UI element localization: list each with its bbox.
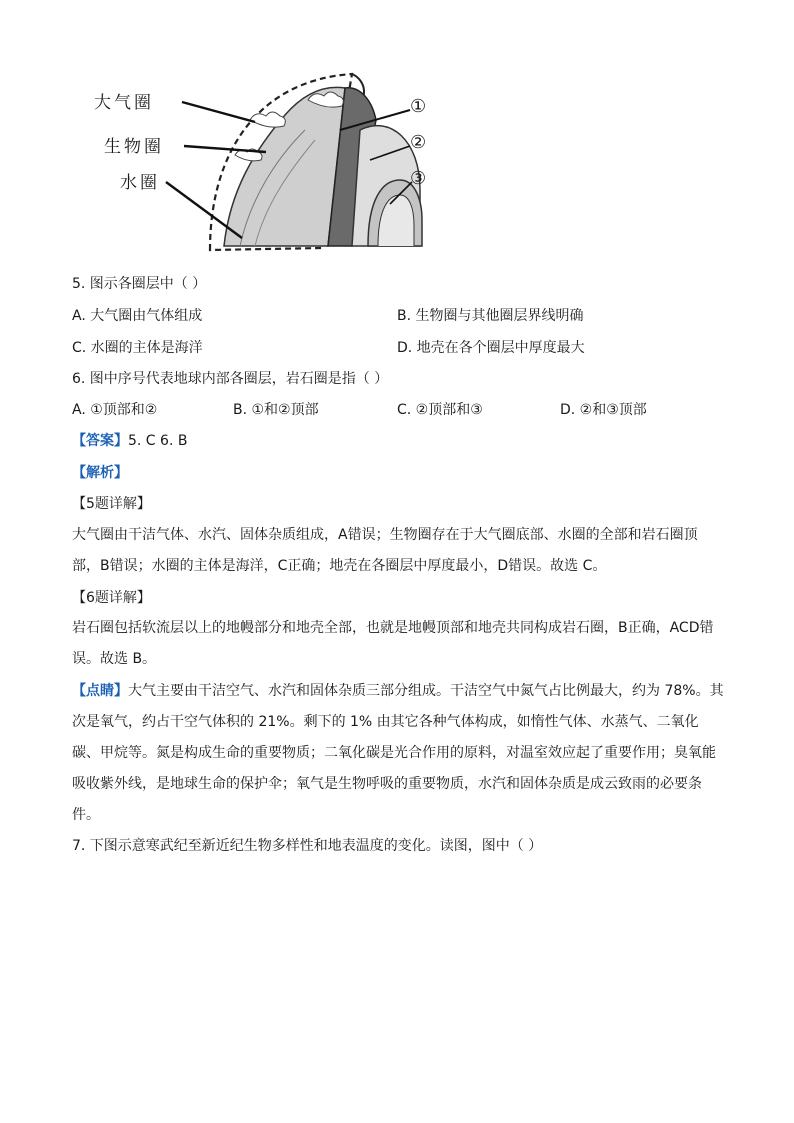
crust-wedge [224, 87, 345, 246]
cloud-icon [250, 112, 285, 127]
label-layer-1: ① [410, 96, 427, 117]
earth-spheres-figure [90, 70, 450, 260]
q6-stem: 6. 图中序号代表地球内部各圈层，岩石圈是指（ ） [72, 371, 389, 387]
label-atmosphere: 大气圈 [94, 93, 154, 113]
answer-text: 5. C 6. B [128, 433, 188, 449]
q6-analysis-heading: 【6题详解】 [72, 590, 151, 606]
q5-option-b: B. 生物圈与其他圈层界线明确 [397, 308, 584, 324]
q6-option-d: D. ②和③顶部 [560, 402, 647, 418]
label-hydrosphere: 水圈 [120, 173, 160, 193]
answer-line [72, 431, 187, 451]
label-layer-2: ② [410, 132, 427, 153]
dianjing-tag: 【点睛】 [72, 683, 128, 699]
dianjing-text: 大气主要由干洁空气、水汽和固体杂质三部分组成。干洁空气中氮气占比例最大，约为 78%。其次是氧气，约占干空气体积的 21%。剩下的 1% 由其它各种气体构成，如惰性气体、水蒸气、二氧化碳、甲烷等。氮是构成生命的重要物质；二氧化碳是光合作用的原料，对温室效应起了重要作用；臭氧能吸收紫外线，是地球生命的保护伞；氧气是生物呼吸的重要物质，水汽和固体杂质是成云致雨的必要条件。 [72, 683, 724, 823]
q5-option-c: C. 水圈的主体是海洋 [72, 340, 203, 356]
answer-tag: 【答案】 [72, 433, 128, 449]
q6-option-b: B. ①和②顶部 [233, 402, 319, 418]
pointer-atmosphere [182, 102, 255, 122]
q5-stem: 5. 图示各圈层中（ ） [72, 276, 207, 292]
q6-analysis-body: 岩石圈包括软流层以上的地幔部分和地壳全部，也就是地幔顶部和地壳共同构成岩石圈，B正确，ACD错误。故选 B。 [72, 620, 714, 667]
q6-option-c: C. ②顶部和③ [397, 402, 483, 418]
dianjing-paragraph [72, 676, 724, 831]
q6-option-a: A. ①顶部和② [72, 402, 158, 418]
q5-option-a: A. 大气圈由气体组成 [72, 308, 203, 324]
q5-analysis-heading: 【5题详解】 [72, 496, 151, 512]
label-layer-3: ③ [410, 168, 427, 189]
q7-stem: 7. 下图示意寒武纪至新近纪生物多样性和地表温度的变化。读图，图中（ ） [72, 838, 543, 854]
q5-analysis-body: 大气圈由干洁气体、水汽、固体杂质组成，A错误；生物圈存在于大气圈底部、水圈的全部和岩石圈顶部，B错误；水圈的主体是海洋，C正确；地壳在各圈层中厚度最小，D错误。故选 C。 [72, 527, 698, 574]
analysis-tag: 【解析】 [72, 465, 128, 481]
label-biosphere: 生物圈 [104, 137, 164, 157]
q5-option-d: D. 地壳在各个圈层中厚度最大 [397, 340, 585, 356]
